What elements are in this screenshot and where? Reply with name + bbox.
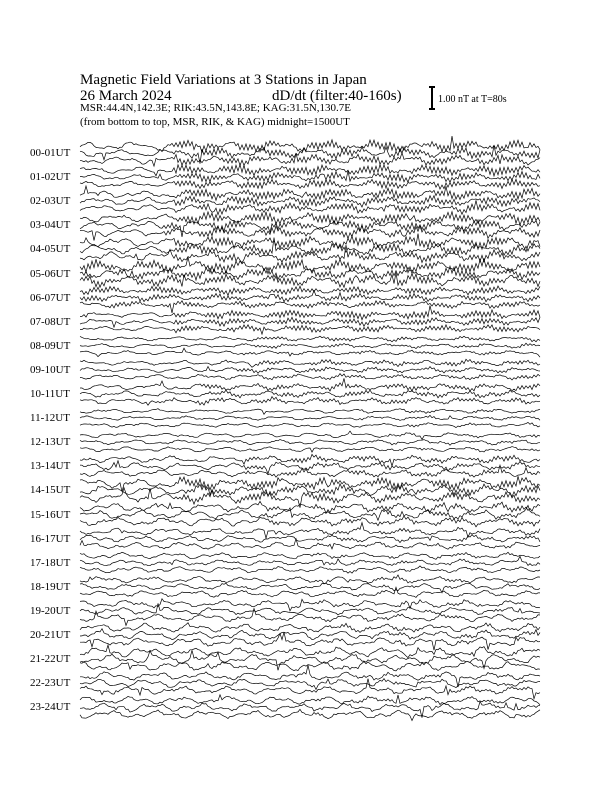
trace-10-11ut-rik (80, 390, 540, 398)
trace-11-12ut-rik (80, 415, 540, 420)
trace-08-09ut-msr (80, 348, 540, 357)
trace-05-06ut-kag (80, 257, 540, 274)
hour-label-15-16ut: 15-16UT (30, 508, 71, 521)
hour-label-23-24ut: 23-24UT (30, 701, 71, 714)
trace-11-12ut-kag (80, 409, 540, 415)
trace-12-13ut-kag (80, 431, 540, 439)
trace-17-18ut-kag (80, 552, 540, 559)
hour-label-10-11ut: 10-11UT (30, 388, 70, 400)
trace-19-20ut-rik (80, 603, 540, 615)
trace-02-03ut-msr (80, 200, 540, 214)
trace-15-16ut-kag (80, 501, 540, 513)
trace-10-11ut-msr (80, 397, 540, 406)
trace-12-13ut-rik (80, 440, 540, 446)
trace-08-09ut-kag (80, 336, 540, 342)
trace-21-22ut-msr (80, 662, 540, 671)
hour-label-05-06ut: 05-06UT (30, 267, 71, 280)
trace-09-10ut-rik (80, 367, 540, 374)
trace-14-15ut-msr (80, 488, 540, 508)
trace-11-12ut-msr (80, 422, 540, 427)
hour-label-20-21ut: 20-21UT (30, 629, 71, 641)
hour-label-06-07ut: 06-07UT (30, 291, 71, 304)
hour-label-03-04ut: 03-04UT (30, 219, 71, 232)
hour-label-19-20ut: 19-20UT (30, 604, 71, 617)
trace-07-08ut-kag (80, 306, 540, 320)
hour-label-16-17ut: 16-17UT (30, 532, 71, 545)
trace-13-14ut-kag (80, 454, 540, 466)
filter-label: dD/dt (filter:40-160s) (272, 88, 402, 104)
trace-22-23ut-rik (80, 679, 540, 690)
trace-07-08ut-rik (80, 317, 540, 327)
hour-label-12-13ut: 12-13UT (30, 436, 71, 449)
station-coordinates: MSR:44.4N,142.3E; RIK:43.5N,143.8E; KAG:31.5N,130.7E (80, 102, 352, 114)
chart-date: 26 March 2024 (80, 88, 172, 104)
trace-19-20ut-kag (80, 599, 540, 611)
trace-22-23ut-kag (80, 665, 540, 687)
trace-00-01ut-kag (80, 136, 540, 152)
scale-label: 1.00 nT at T=80s (438, 94, 507, 105)
trace-08-09ut-rik (80, 343, 540, 348)
trace-01-02ut-msr (80, 179, 540, 189)
trace-16-17ut-msr (80, 539, 540, 550)
trace-06-07ut-kag (80, 286, 540, 296)
hour-label-00-01ut: 00-01UT (30, 147, 71, 159)
trace-20-21ut-msr (80, 632, 540, 650)
chart-title: Magnetic Field Variations at 3 Stations in Japan (80, 72, 367, 88)
hour-label-01-02ut: 01-02UT (30, 171, 71, 184)
hour-label-14-15ut: 14-15UT (30, 484, 71, 497)
trace-18-19ut-rik (80, 583, 540, 593)
trace-20-21ut-rik (80, 629, 540, 640)
trace-09-10ut-kag (80, 359, 540, 367)
trace-23-24ut-msr (80, 709, 540, 720)
trace-18-19ut-kag (80, 575, 540, 584)
trace-10-11ut-kag (80, 378, 540, 391)
trace-17-18ut-rik (80, 556, 540, 566)
trace-06-07ut-msr (80, 301, 540, 313)
trace-20-21ut-kag (80, 623, 540, 633)
trace-13-14ut-rik (80, 461, 540, 474)
hour-label-13-14ut: 13-14UT (30, 460, 71, 473)
trace-03-04ut-kag (80, 212, 540, 226)
hour-label-07-08ut: 07-08UT (30, 315, 71, 328)
hour-label-04-05ut: 04-05UT (30, 243, 71, 256)
trace-18-19ut-msr (80, 587, 540, 597)
trace-23-24ut-kag (80, 695, 540, 705)
hour-label-18-19ut: 18-19UT (30, 580, 71, 593)
trace-07-08ut-msr (80, 325, 540, 334)
trace-21-22ut-kag (80, 645, 540, 658)
hour-label-08-09ut: 08-09UT (30, 339, 71, 352)
trace-17-18ut-msr (80, 566, 540, 573)
trace-12-13ut-msr (80, 447, 540, 453)
hour-label-17-18ut: 17-18UT (30, 556, 71, 569)
hour-label-11-12ut: 11-12UT (30, 412, 70, 425)
trace-22-23ut-msr (80, 679, 540, 699)
trace-01-02ut-kag (80, 164, 540, 176)
trace-order-note: (from bottom to top, MSR, RIK, & KAG) midnight=1500UT (80, 116, 350, 128)
hour-label-02-03ut: 02-03UT (30, 195, 71, 208)
trace-15-16ut-msr (80, 516, 540, 527)
hour-label-22-23ut: 22-23UT (30, 677, 71, 690)
trace-09-10ut-msr (80, 374, 540, 380)
hour-label-21-22ut: 21-22UT (30, 653, 71, 666)
trace-04-05ut-rik (80, 238, 540, 256)
hour-label-09-10ut: 09-10UT (30, 363, 71, 376)
trace-16-17ut-rik (80, 535, 540, 543)
